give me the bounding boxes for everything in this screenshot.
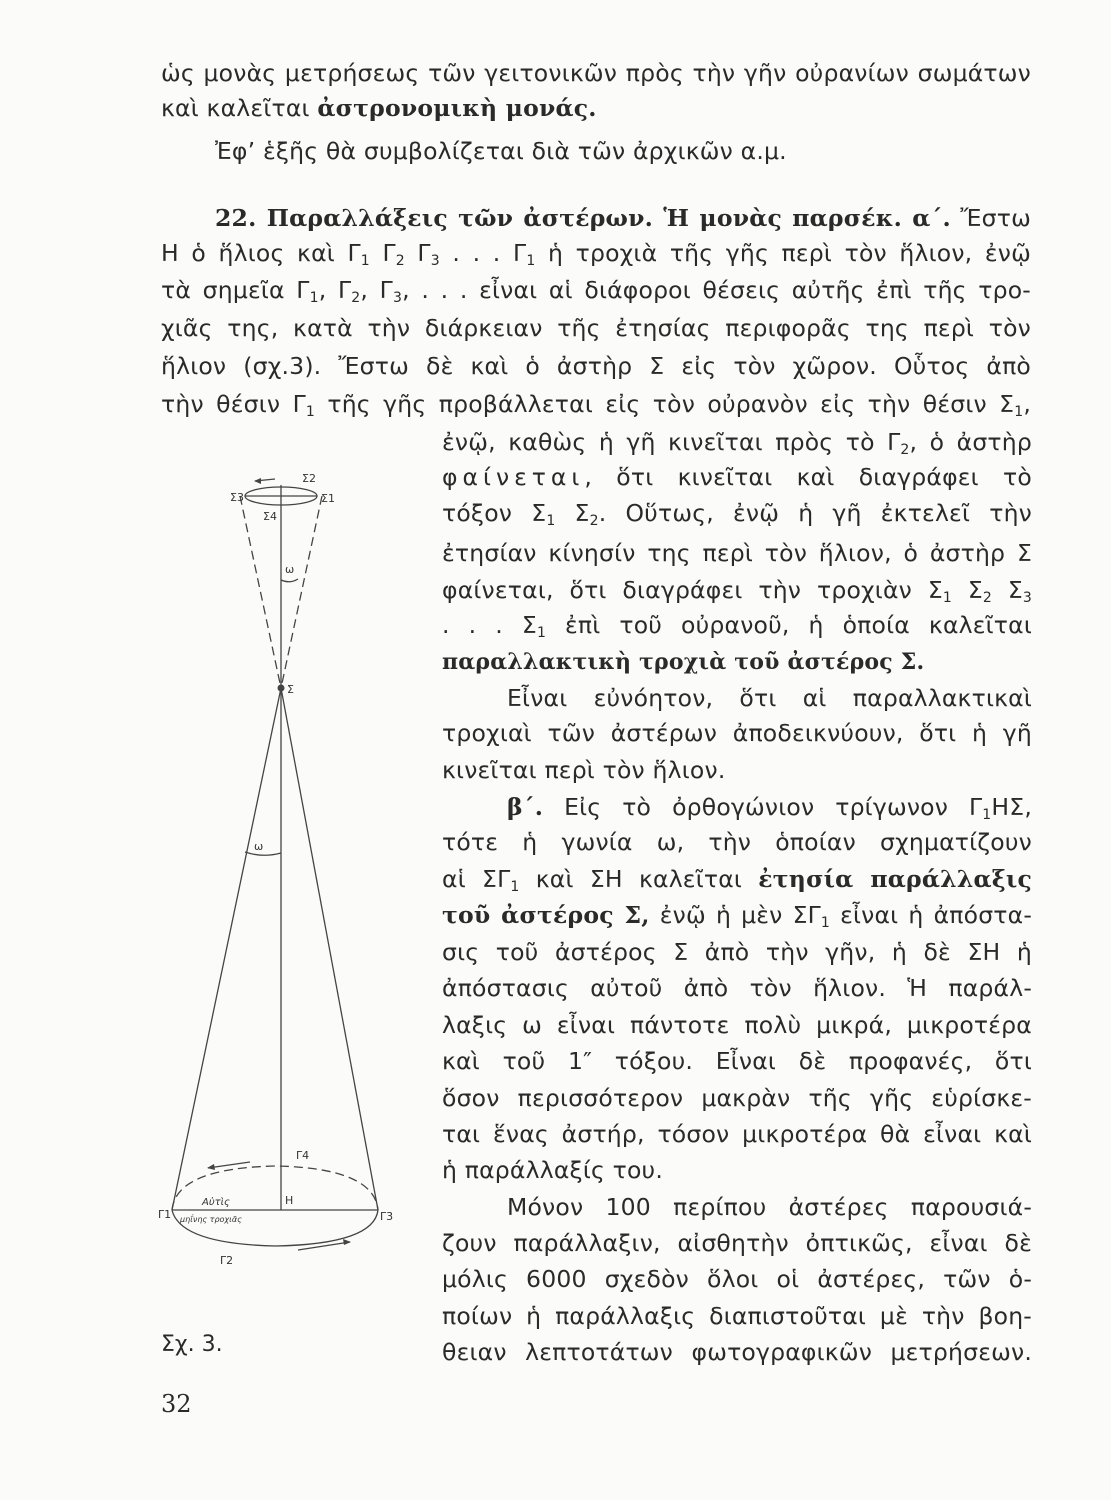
- text-line: σις τοῦ ἀστέρος Σ ἀπὸ τὴν γῆν, ἡ δὲ ΣΗ ἡ: [442, 938, 1032, 966]
- text-line: θειαν λεπτοτάτων φωτογραφικῶν μετρήσεων.: [442, 1338, 1032, 1366]
- line-star-to-gamma3: [281, 688, 378, 1210]
- text-line: κινεῖται περὶ τὸν ἥλιον.: [442, 756, 726, 784]
- text-line: παραλλακτικὴ τροχιὰ τοῦ ἀστέρος Σ.: [442, 649, 925, 675]
- dashed-projection-left: [240, 496, 281, 688]
- page-number: 32: [161, 1390, 192, 1418]
- label-gamma4: Γ4: [296, 1149, 310, 1162]
- label-sigma4: Σ4: [263, 510, 277, 523]
- text-line: ζουν παράλλαξιν, αἰσθητὴν ὀπτικῶς, εἶναι δὲ: [442, 1229, 1032, 1257]
- text-line: ἥλιον (σχ.3). Ἔστω δὲ καὶ ὁ ἀστὴρ Σ εἰς τὸν χῶρον. Οὗτος ἀπὸ: [161, 352, 1031, 380]
- label-H: Η: [285, 1194, 294, 1207]
- text-line: ἐνῷ, καθὼς ἡ γῆ κινεῖται πρὸς τὸ $\Gamma_2$, ὁ ἀστὴρ: [442, 428, 1032, 458]
- text-line: τὴν θέσιν $\Gamma_1$ τῆς γῆς προβάλλεται εἰς τὸν οὐρανὸν εἰς τὴν θέσιν $\Sigma_1$,: [161, 390, 1031, 420]
- text-line: λαξις ω εἶναι πάντοτε πολὺ μικρά, μικροτέρα: [442, 1011, 1032, 1039]
- parallax-diagram: [150, 460, 430, 1280]
- text-line: Μόνον 100 περίπου ἀστέρες παρουσιά-: [507, 1193, 1032, 1221]
- label-star: Σ: [287, 683, 294, 696]
- line-star-to-gamma1: [172, 688, 281, 1210]
- section-heading: 22. Παραλλάξεις τῶν ἀστέρων. Ἡ μονὰς παρσέκ. α΄. Ἔστω: [215, 204, 1031, 232]
- text-line: αἱ $\Sigma\Gamma_1$ καὶ ΣΗ καλεῖται ἐτησία παράλλαξις: [442, 865, 1033, 895]
- label-sigma2: Σ2: [302, 472, 316, 485]
- text-line: τροχιαὶ τῶν ἀστέρων ἀποδεικνύουν, ὅτι ἡ γῆ: [442, 719, 1032, 747]
- dashed-projection-right: [281, 496, 322, 688]
- label-gamma1: Γ1: [158, 1208, 172, 1221]
- omega-arc-top: [281, 579, 298, 582]
- text-line: τοῦ ἀστέρος Σ, ἐνῷ ἡ μὲν $\Sigma\Gamma_1$ εἶναι ἡ ἀπόστα-: [442, 901, 1033, 931]
- orbit-label-1: Αὐτὶς: [202, 1197, 230, 1208]
- text-line: ποίων ἡ παράλλαξις διαπιστοῦται μὲ τὴν βοη-: [442, 1302, 1032, 1330]
- text-line: τότε ἡ γωνία ω, τὴν ὁποίαν σχηματίζουν: [442, 828, 1032, 856]
- arrowhead-orbit-back: [207, 1164, 215, 1170]
- label-gamma2: Γ2: [220, 1254, 234, 1267]
- text-line: Ἐφ’ ἑξῆς θὰ συμβολίζεται διὰ τῶν ἀρχικῶν α.μ.: [215, 137, 787, 165]
- star-sigma: [278, 685, 285, 692]
- arrowhead-orbit-front: [343, 1239, 351, 1245]
- label-gamma3: Γ3: [380, 1210, 394, 1223]
- label-omega-top: ω: [285, 563, 295, 576]
- text-line: ὅσον περισσότερον μακρὰν τῆς γῆς εὑρίσκε-: [442, 1084, 1032, 1112]
- text-line: Εἶναι εὐνόητον, ὅτι αἱ παραλλακτικαὶ: [507, 684, 1032, 712]
- text-line: φαίνεται, ὅτι διαγράφει τὴν τροχιὰν $\Sigma_1$ $\Sigma_2$ $\Sigma_3$: [442, 576, 1033, 606]
- text-line: φαίνεται, ὅτι κινεῖται καὶ διαγράφει τὸ: [442, 463, 1032, 491]
- label-sigma3: Σ3: [230, 491, 244, 504]
- text-line: ἡ παράλλαξίς του.: [442, 1156, 664, 1184]
- text-line: χιᾶς της, κατὰ τὴν διάρκειαν τῆς ἐτησίας περιφορᾶς της περὶ τὸν: [161, 314, 1031, 342]
- text-line: καὶ καλεῖται ἀστρονομικὴ μονάς.: [161, 94, 597, 122]
- motion-arrow-orbit-front: [298, 1242, 350, 1250]
- label-omega-bottom: ω: [254, 840, 264, 853]
- text-line: καὶ τοῦ 1″ τόξου. Εἶναι δὲ προφανές, ὅτι: [442, 1047, 1032, 1075]
- text-line: ὡς μονὰς μετρήσεως τῶν γειτονικῶν πρὸς τὴν γῆν οὐρανίων σωμάτων: [161, 59, 1031, 87]
- text-line: ἐτησίαν κίνησίν της περὶ τὸν ἥλιον, ὁ ἀστὴρ Σ: [442, 539, 1032, 567]
- orbit-label-2: μηΐνης τροχιᾶς: [180, 1215, 242, 1224]
- text-line: . . . $\Sigma_1$ ἐπὶ τοῦ οὐρανοῦ, ἡ ὁποία καλεῖται: [442, 611, 1032, 641]
- label-sigma1: Σ1: [321, 492, 335, 505]
- text-line: τὰ σημεῖα $\Gamma_1$, $\Gamma_2$, $\Gamma_3$, . . . εἶναι αἱ διάφοροι θέσεις αὐτῆς ἐπὶ τῆς τρο-: [161, 276, 1031, 306]
- text-line: μόλις 6000 σχεδὸν ὅλοι οἱ ἀστέρες, τῶν ὁ-: [442, 1265, 1032, 1293]
- text-line: τόξον $\Sigma_1$ $\Sigma_2$. Οὕτως, ἐνῷ ἡ γῆ ἐκτελεῖ τὴν: [442, 499, 1032, 529]
- figure-caption: Σχ. 3.: [161, 1332, 223, 1357]
- text-line: β΄. Εἰς τὸ ὀρθογώνιον τρίγωνον $\Gamma_1H\Sigma$,: [507, 793, 1032, 823]
- text-line: Η ὁ ἥλιος καὶ $\Gamma_1$ $\Gamma_2$ $\Gamma_3$ . . . $\Gamma_1$ ἡ τροχιὰ τῆς γῆς περὶ τὸν ἥλιον, ἐνῷ: [161, 239, 1032, 269]
- arrowhead-top: [254, 478, 261, 484]
- text-line: ται ἕνας ἀστήρ, τόσον μικροτέρα θὰ εἶναι καὶ: [442, 1120, 1032, 1148]
- text-line: ἀπόστασις αὐτοῦ ἀπὸ τὸν ἥλιον. Ἡ παράλ-: [442, 974, 1032, 1002]
